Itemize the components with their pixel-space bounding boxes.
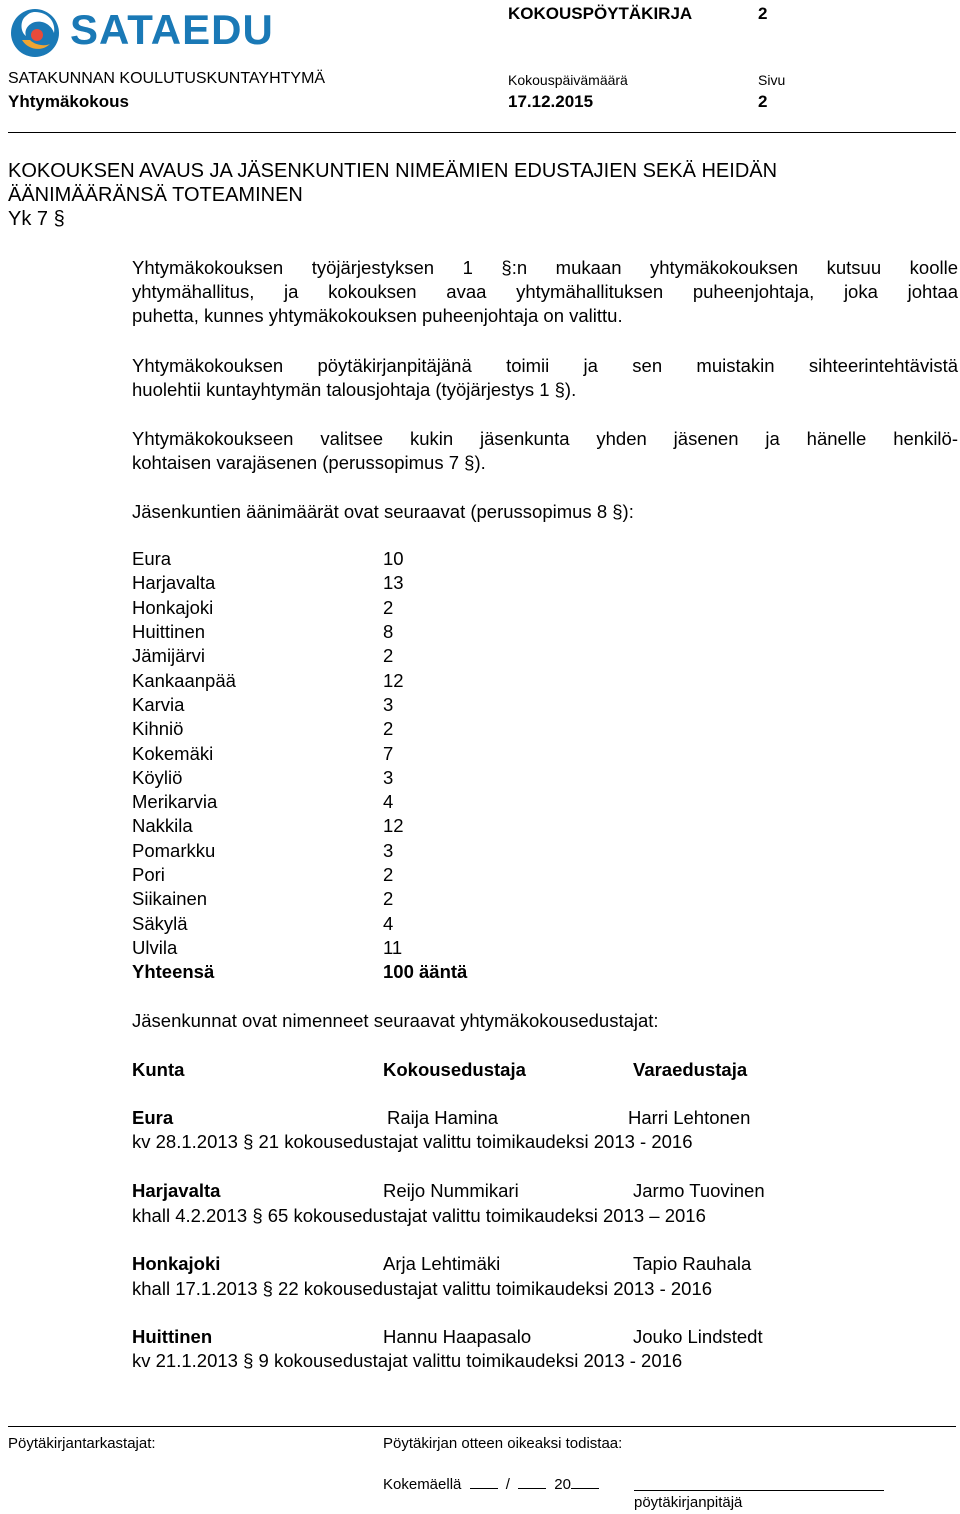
paragraph-line: Yhtymäkokouksen työjärjestyksen 1 §:n mukaan yhtymäkokouksen kutsuu koolle: [132, 257, 958, 278]
meeting-body: Yhtymäkokous: [8, 92, 129, 111]
vote-municipality: Säkylä: [132, 913, 188, 934]
vote-count: 4: [383, 791, 394, 812]
vote-municipality: Ulvila: [132, 937, 178, 958]
rep-header-kokousedustaja: Kokousedustaja: [383, 1059, 526, 1080]
rep-decision-note: khall 17.1.2013 § 22 kokousedustajat valittu toimikaudeksi 2013 - 2016: [132, 1278, 713, 1299]
paragraph-line: Yhtymäkokoukseen valitsee kukin jäsenkunta yhden jäsenen ja hänelle henkilö-: [132, 428, 958, 449]
doc-type: KOKOUSPÖYTÄKIRJA: [508, 4, 693, 23]
header-divider: [8, 132, 956, 133]
vote-municipality: Köyliö: [132, 767, 183, 788]
vote-count: 3: [383, 840, 394, 861]
vote-municipality: Honkajoki: [132, 597, 214, 618]
checkers-label: Pöytäkirjantarkastajat:: [8, 1435, 156, 1452]
rep-decision-note: kv 21.1.2013 § 9 kokousedustajat valittu toimikaudeksi 2013 - 2016: [132, 1350, 683, 1371]
paragraph-line: puhetta, kunnes yhtymäkokouksen puheenjohtaja on valittu.: [132, 305, 623, 326]
vote-count: 7: [383, 743, 394, 764]
rep-kunta: Eura: [132, 1107, 174, 1128]
year-prefix: 20: [554, 1476, 571, 1493]
day-blank: [470, 1474, 498, 1489]
vote-municipality: Jämijärvi: [132, 645, 205, 666]
vote-count: 2: [383, 888, 394, 909]
year-blank: [571, 1474, 599, 1489]
vote-municipality: Merikarvia: [132, 791, 218, 812]
rep-header-kunta: Kunta: [132, 1059, 185, 1080]
paragraph-votes-intro: [132, 500, 958, 524]
vote-count: 2: [383, 597, 394, 618]
paragraph-line: huolehtii kuntayhtymän talousjohtaja (työjärjestys 1 §).: [132, 379, 577, 400]
votes-total-value: 100 ääntä: [383, 961, 468, 982]
rep-edustaja: Raija Hamina: [387, 1107, 499, 1128]
vote-municipality: Eura: [132, 548, 172, 569]
representatives-intro: Jäsenkunnat ovat nimenneet seuraavat yhtymäkokousedustajat:: [132, 1010, 659, 1031]
paragraph-line: Yhtymäkokouksen pöytäkirjanpitäjänä toimii ja sen muistakin sihteerintehtävistä: [132, 355, 958, 376]
paragraph-opening: [132, 256, 958, 328]
rep-varaedustaja: Harri Lehtonen: [628, 1107, 751, 1128]
sataedu-swirl-icon: [8, 6, 64, 58]
vote-count: 10: [383, 548, 404, 569]
rep-varaedustaja: Tapio Rauhala: [633, 1253, 752, 1274]
rep-header-varaedustaja: Varaedustaja: [633, 1059, 748, 1080]
rep-edustaja: Arja Lehtimäki: [383, 1253, 501, 1274]
paragraph-line: kohtaisen varajäsenen (perussopimus 7 §).: [132, 452, 486, 473]
vote-municipality: Kankaanpää: [132, 670, 236, 691]
rep-kunta: Honkajoki: [132, 1253, 221, 1274]
vote-count: 8: [383, 621, 394, 642]
meeting-date-label: Kokouspäivämäärä: [508, 72, 628, 88]
sataedu-logo: [8, 4, 274, 60]
vote-count: 12: [383, 815, 404, 836]
votes-total-label: Yhteensä: [132, 961, 215, 982]
vote-municipality: Harjavalta: [132, 572, 216, 593]
rep-varaedustaja: Jouko Lindstedt: [633, 1326, 763, 1347]
copy-certification-label: Pöytäkirjan otteen oikeaksi todistaa:: [383, 1435, 623, 1452]
rep-decision-note: kv 28.1.2013 § 21 kokousedustajat valittu toimikaudeksi 2013 - 2016: [132, 1131, 693, 1152]
rep-decision-note: khall 4.2.2013 § 65 kokousedustajat valittu toimikaudeksi 2013 – 2016: [132, 1205, 706, 1226]
rep-kunta: Harjavalta: [132, 1180, 221, 1201]
section-item-number: Yk 7 §: [8, 208, 65, 230]
page-number: 2: [758, 92, 768, 111]
doc-number: 2: [758, 4, 768, 23]
vote-count: 12: [383, 670, 404, 691]
paragraph-line: yhtymähallitus, ja kokouksen avaa yhtymähallituksen puheenjohtaja, joka johtaa: [132, 281, 958, 302]
paragraph-line: Jäsenkuntien äänimäärät ovat seuraavat (perussopimus 8 §):: [132, 501, 634, 522]
footer-divider: [8, 1426, 956, 1427]
meeting-date: 17.12.2015: [508, 92, 594, 111]
rep-edustaja: Reijo Nummikari: [383, 1180, 519, 1201]
vote-municipality: Pomarkku: [132, 840, 216, 861]
signature-line: [634, 1490, 884, 1491]
certification-line: [383, 1474, 599, 1493]
date-slash: /: [505, 1476, 510, 1493]
page-label: Sivu: [758, 72, 786, 88]
vote-count: 2: [383, 718, 394, 739]
rep-kunta: Huittinen: [132, 1326, 213, 1347]
paragraph-members: [132, 427, 958, 475]
rep-edustaja: Hannu Haapasalo: [383, 1326, 532, 1347]
vote-municipality: Nakkila: [132, 815, 193, 836]
vote-count: 2: [383, 864, 394, 885]
logo-wordmark: SATAEDU: [70, 6, 274, 53]
vote-count: 13: [383, 572, 404, 593]
vote-count: 3: [383, 767, 394, 788]
signer-title: pöytäkirjanpitäjä: [634, 1494, 743, 1511]
month-blank: [518, 1474, 546, 1489]
vote-municipality: Siikainen: [132, 888, 208, 909]
vote-municipality: Kihniö: [132, 718, 184, 739]
certification-place: Kokemäellä: [383, 1476, 462, 1493]
vote-municipality: Karvia: [132, 694, 185, 715]
rep-varaedustaja: Jarmo Tuovinen: [633, 1180, 765, 1201]
vote-count: 3: [383, 694, 394, 715]
vote-municipality: Pori: [132, 864, 165, 885]
vote-count: 2: [383, 645, 394, 666]
vote-municipality: Huittinen: [132, 621, 206, 642]
vote-count: 11: [383, 937, 403, 958]
vote-count: 4: [383, 913, 394, 934]
vote-municipality: Kokemäki: [132, 743, 214, 764]
organization-name: SATAKUNNAN KOULUTUSKUNTAYHTYMÄ: [8, 70, 326, 87]
section-title-line2: ÄÄNIMÄÄRÄNSÄ TOTEAMINEN: [8, 184, 303, 206]
paragraph-secretary: [132, 354, 958, 402]
section-title-line1: KOKOUKSEN AVAUS JA JÄSENKUNTIEN NIMEÄMIEN EDUSTAJIEN SEKÄ HEIDÄN: [8, 160, 778, 182]
